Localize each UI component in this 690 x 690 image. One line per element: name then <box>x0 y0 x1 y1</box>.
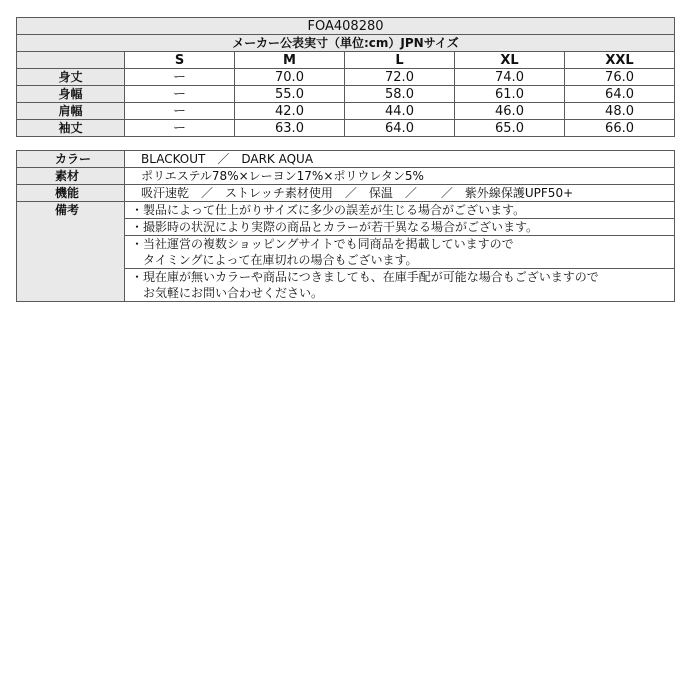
measurement-cell: ー <box>125 69 235 86</box>
measurement-row <box>17 86 675 103</box>
measurement-cell: ー <box>125 120 235 137</box>
note-row <box>17 202 675 219</box>
note-line: タイミングによって在庫切れの場合もございます。 <box>131 253 418 267</box>
size-table-subtitle: メーカー公表実寸（単位:cm）JPNサイズ <box>17 35 675 52</box>
measurement-cell: 44.0 <box>345 103 455 120</box>
note-line: ・撮影時の状況により実際の商品とカラーが若干異なる場合がございます。 <box>131 220 539 234</box>
measurement-cell: 70.0 <box>235 69 345 86</box>
size-header-row <box>17 52 675 69</box>
size-header: XL <box>455 52 565 69</box>
measurement-cell: 42.0 <box>235 103 345 120</box>
size-header-corner <box>17 52 125 69</box>
row-label: 袖丈 <box>17 120 125 137</box>
spec-table <box>16 150 675 302</box>
function-row <box>17 185 675 202</box>
note-line: ・製品によって仕上がりサイズに多少の誤差が生じる場合がございます。 <box>131 203 526 217</box>
note-line: お気軽にお問い合わせください。 <box>131 286 324 300</box>
measurement-cell: ー <box>125 103 235 120</box>
product-code: FOA408280 <box>17 18 675 35</box>
measurement-row <box>17 69 675 86</box>
measurement-cell: 64.0 <box>345 120 455 137</box>
material-row <box>17 168 675 185</box>
measurement-row <box>17 103 675 120</box>
measurement-cell: 65.0 <box>455 120 565 137</box>
size-header: M <box>235 52 345 69</box>
measurement-cell: 61.0 <box>455 86 565 103</box>
notes-label: 備考 <box>17 202 125 302</box>
row-label: 身幅 <box>17 86 125 103</box>
note-item <box>125 236 675 269</box>
measurement-cell: ー <box>125 86 235 103</box>
size-table <box>16 17 675 137</box>
measurement-cell: 64.0 <box>565 86 675 103</box>
measurement-cell: 66.0 <box>565 120 675 137</box>
row-label: 身丈 <box>17 69 125 86</box>
measurement-cell: 46.0 <box>455 103 565 120</box>
material-label: 素材 <box>17 168 125 185</box>
color-row <box>17 151 675 168</box>
measurement-row <box>17 120 675 137</box>
measurement-cell: 55.0 <box>235 86 345 103</box>
measurement-cell: 48.0 <box>565 103 675 120</box>
size-header: L <box>345 52 455 69</box>
measurement-cell: 58.0 <box>345 86 455 103</box>
measurement-cell: 72.0 <box>345 69 455 86</box>
measurement-cell: 76.0 <box>565 69 675 86</box>
color-value: BLACKOUT ／ DARK AQUA <box>125 151 675 168</box>
color-label: カラー <box>17 151 125 168</box>
size-header: XXL <box>565 52 675 69</box>
row-label: 肩幅 <box>17 103 125 120</box>
note-line: ・当社運営の複数ショッピングサイトでも同商品を掲載していますので <box>131 237 514 251</box>
note-item <box>125 269 675 302</box>
size-header: S <box>125 52 235 69</box>
note-line: ・現在庫が無いカラーや商品につきましても、在庫手配が可能な場合もございますので <box>131 270 599 284</box>
measurement-cell: 74.0 <box>455 69 565 86</box>
note-item <box>125 219 675 236</box>
function-label: 機能 <box>17 185 125 202</box>
note-item <box>125 202 675 219</box>
measurement-cell: 63.0 <box>235 120 345 137</box>
material-value: ポリエステル78%×レーヨン17%×ポリウレタン5% <box>125 168 675 185</box>
function-value: 吸汗速乾 ／ ストレッチ素材使用 ／ 保温 ／ ／ 紫外線保護UPF50+ <box>125 185 675 202</box>
